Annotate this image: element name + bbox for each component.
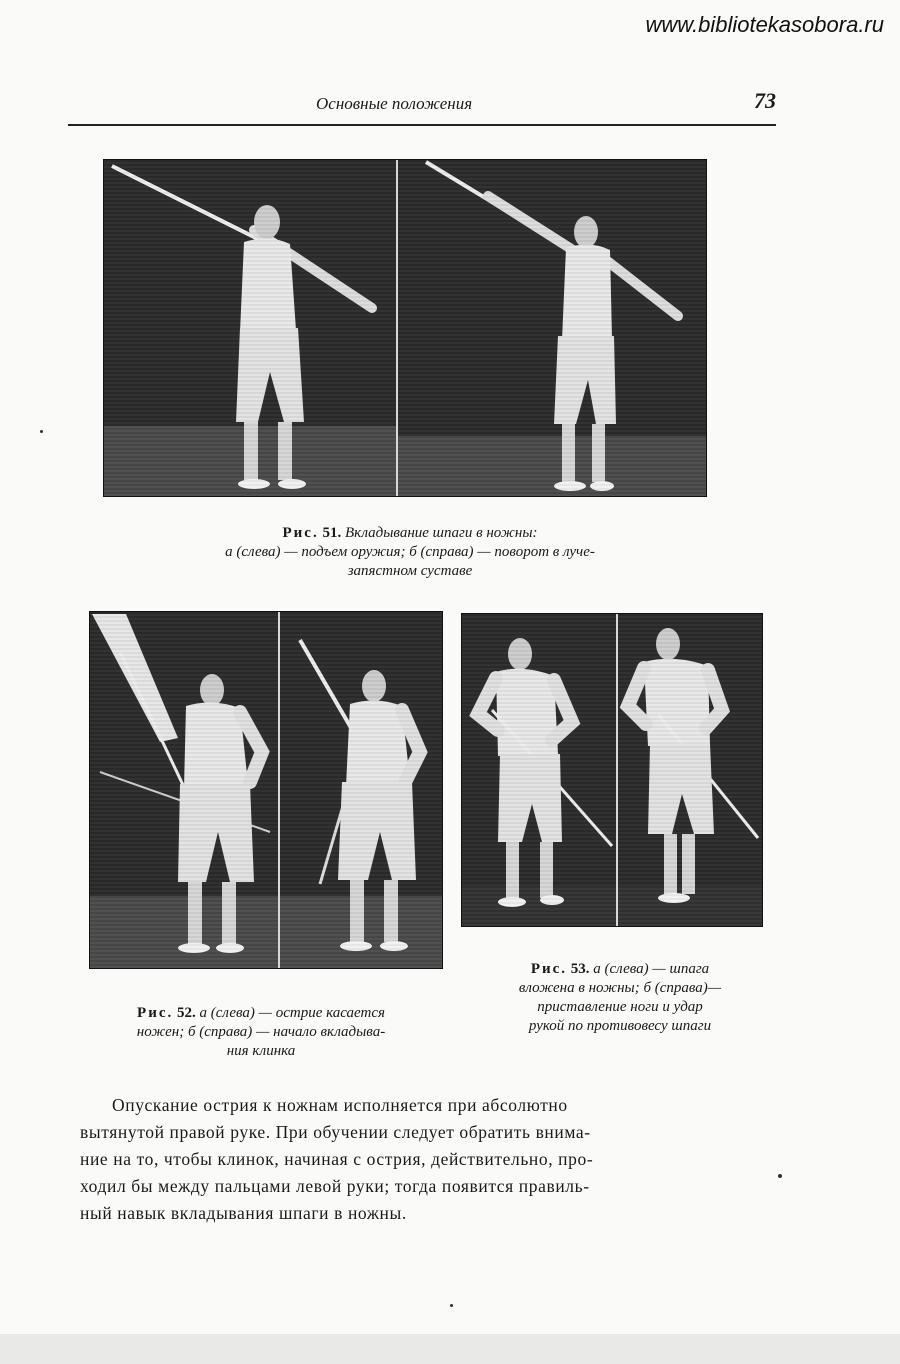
figure-52-panel-a xyxy=(90,612,278,968)
figure-51-caption xyxy=(120,524,700,581)
figure-52-caption-line: а (слева) — острие касается xyxy=(199,1005,385,1021)
figure-51-panel-a xyxy=(104,160,396,496)
watermark-url: www.bibliotekasobora.ru xyxy=(645,12,884,37)
figure-52-caption-line: ния клинка xyxy=(226,1043,296,1059)
figure-52-panel-b xyxy=(280,612,442,968)
figure-51-photo xyxy=(104,160,706,496)
body-line: ние на то, чтобы клинок, начиная с острия, действительно, про- xyxy=(80,1149,594,1169)
page-header xyxy=(68,88,776,126)
header-rule xyxy=(68,124,776,126)
figure-52-label: Рис. xyxy=(137,1005,174,1021)
figure-53-number: 53. xyxy=(570,961,590,977)
page-bottom-edge xyxy=(0,1334,900,1364)
figure-51-label: Рис. xyxy=(282,525,319,541)
figure-53-caption xyxy=(470,960,770,1036)
figure-51-caption-line: а (слева) — подъем оружия; б (справа) — поворот в луче- xyxy=(225,544,595,560)
body-line: вытянутой правой руке. При обучении следует обратить внима- xyxy=(80,1122,591,1142)
print-speck xyxy=(450,1304,453,1307)
figure-53-photo xyxy=(462,614,762,926)
figure-51-caption-line: запястном суставе xyxy=(347,563,473,579)
figure-51-title: Вкладывание шпаги в ножны: xyxy=(344,525,538,541)
figure-53-caption-line: рукой по противовесу шпаги xyxy=(528,1018,712,1034)
figure-53-caption-line: вложена в ножны; б (справа)— xyxy=(518,980,722,996)
figure-53-label: Рис. xyxy=(530,961,568,977)
figure-53-panel-b xyxy=(618,614,762,926)
print-speck xyxy=(40,430,43,433)
figure-52-caption-line: ножен; б (справа) — начало вкладыва- xyxy=(136,1024,386,1040)
body-line: ный навык вкладывания шпаги в ножны. xyxy=(80,1203,407,1223)
figure-52-caption xyxy=(66,1004,456,1061)
figure-53-caption-line: а (слева) — шпага xyxy=(593,961,710,977)
running-title: Основные положения xyxy=(316,94,473,113)
body-line: ходил бы между пальцами левой руки; тогда появится правиль- xyxy=(80,1176,590,1196)
figure-51-panel-b xyxy=(398,160,706,496)
figure-53-panel-a xyxy=(462,614,616,926)
print-speck xyxy=(778,1174,782,1178)
figure-52-number: 52. xyxy=(177,1005,196,1021)
figure-53-caption-line: приставление ноги и удар xyxy=(537,999,703,1015)
figure-51-number: 51. xyxy=(322,525,342,541)
body-paragraph xyxy=(80,1092,776,1227)
body-line: Опускание острия к ножнам исполняется при абсолютно xyxy=(112,1095,568,1115)
page-number: 73 xyxy=(754,88,776,113)
figure-52-photo xyxy=(90,612,442,968)
